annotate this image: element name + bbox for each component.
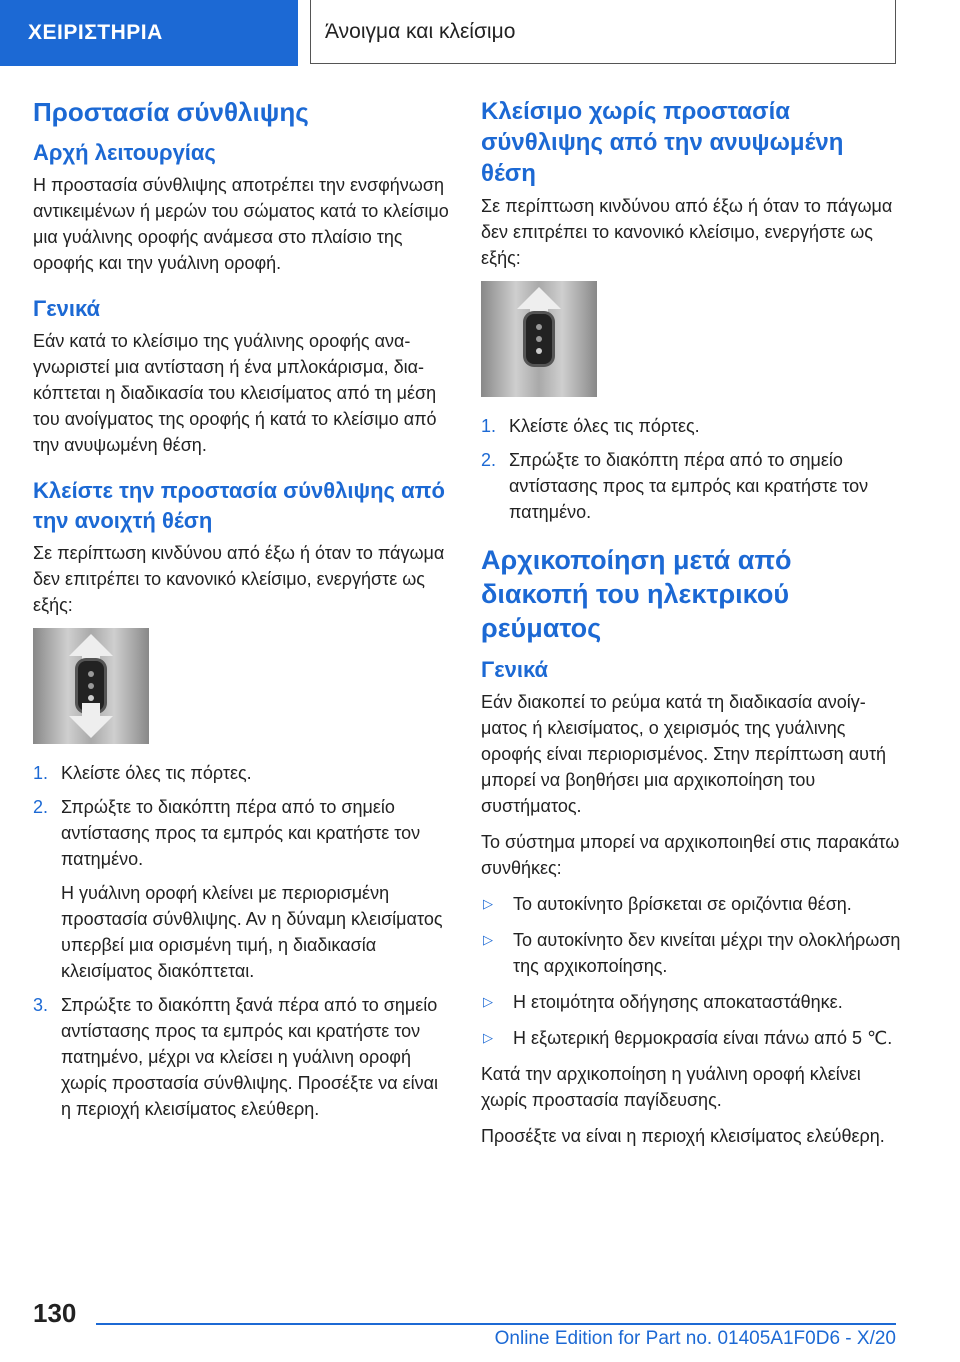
list-item [481, 989, 901, 1015]
init-text-4: Προσέξτε να είναι η περιοχή κλεισίματος ελεύθερη. [481, 1126, 885, 1146]
triangle-right-icon: ▷ [483, 1030, 493, 1045]
chapter-tab[interactable]: ΧΕΙΡΙΣΤΗΡΙΑ [0, 0, 298, 66]
section-title: Άνοιγμα και κλείσιμο [310, 0, 896, 64]
step-note: Η γυάλινη οροφή κλείνει με περιορισμένη προστασία σύνθλιψης. Αν η δύναμη κλεισίματος υπερβεί μια ορισμένη τιμή, η διαδικασία κλεισίματος διακόπτεται. [61, 883, 443, 981]
step-number: 1. [33, 763, 49, 783]
arrow-up-icon [517, 287, 561, 309]
close-text: Σε περίπτωση κινδύνου από έξω ή όταν το πάγωμα δεν επιτρέπει το κανονικό κλείσιμο, ενεργήστε ως εξής: [33, 543, 445, 615]
general-heading: Γενικά [33, 296, 101, 321]
triangle-right-icon: ▷ [483, 896, 493, 911]
principle-block [33, 138, 453, 276]
general-block [33, 294, 453, 458]
roof-switch-photo [33, 628, 149, 744]
section-heading-anti-trap: Προστασία σύνθλιψης [33, 97, 309, 127]
list-item [481, 413, 901, 439]
list-item [481, 891, 901, 917]
step-text: Σπρώξτε το διακόπτη πέρα από το σημείο αντίστασης προς τα εμπρός και κρατήστε τον πατημένο. [509, 450, 869, 522]
general-text: Εάν κατά το κλείσιμο της γυάλινης οροφής αναγνωριστεί μια αντίσταση ή ένα μπλοκάρισμα, διακόπτεται η διαδικασία του κλεισίματος από τη μέση του ανοίγματος της οροφής ή κατά το κλείσιμο από την ανυψωμένη θέση. [33, 331, 437, 455]
list-item [33, 794, 453, 984]
list-item [481, 447, 901, 525]
init-general-heading: Γενικά [481, 657, 549, 682]
roof-switch-photo [481, 281, 597, 397]
list-item [33, 992, 453, 1122]
section-heading-init: Αρχικοποίηση μετά από διακοπή του ηλεκτρικού ρεύματος [481, 545, 792, 643]
raised-block [481, 96, 901, 525]
step-text: Κλείστε όλες τις πόρτες. [509, 416, 700, 436]
steps-list-right [481, 413, 901, 525]
footer-divider [96, 1323, 896, 1325]
page-header [0, 0, 960, 66]
triangle-right-icon: ▷ [483, 994, 493, 1009]
page-number: 130 [33, 1298, 77, 1328]
arrow-down-icon [69, 716, 113, 738]
init-text-1: Εάν διακοπεί το ρεύμα κατά τη διαδικασία ανοίγματος ή κλεισίματος, ο χειρισμός της γυάλινης οροφής είναι περιορισμένος. Στην περίπτωση αυτή μπορεί να βοηθήσει μια αρχικοποίηση του συστήματος. [481, 692, 887, 816]
step-number: 2. [33, 797, 49, 817]
close-heading: Κλείστε την προστασία σύνθλιψης από την ανοιχτή θέση [33, 478, 445, 533]
conditions-list [481, 891, 901, 1051]
step-number: 2. [481, 450, 497, 470]
list-item [481, 927, 901, 979]
switch-icon [526, 314, 552, 364]
left-column [33, 96, 453, 1140]
condition-text: Η εξωτερική θερμοκρασία είναι πάνω από 5 ℃. [513, 1028, 893, 1048]
step-text: Σπρώξτε το διακόπτη ξανά πέρα από το σημείο αντίστασης προς τα εμπρός και κρατήστε τον πατημένο, μέχρι να κλείσει η γυάλινη οροφή χωρίς προστασία σύνθλιψης. Προσέξτε να είναι η περιοχή κλεισίματος ελεύθερη. [61, 995, 439, 1119]
step-text: Σπρώξτε το διακόπτη πέρα από το σημείο αντίστασης προς τα εμπρός και κρατήστε τον πατημένο. [61, 797, 421, 869]
step-number: 3. [33, 995, 49, 1015]
step-text: Κλείστε όλες τις πόρτες. [61, 763, 252, 783]
condition-text: Η ετοιμότητα οδήγησης αποκαταστάθηκε. [513, 992, 843, 1012]
condition-text: Το αυτοκίνητο δεν κινείται μέχρι την ολοκλήρωση της αρχικοποίησης. [513, 930, 901, 976]
init-block [481, 655, 901, 1149]
condition-text: Το αυτοκίνητο βρίσκεται σε οριζόντια θέση. [513, 894, 852, 914]
step-number: 1. [481, 416, 497, 436]
arrow-up-icon [69, 634, 113, 656]
steps-list-left [33, 760, 453, 1122]
raised-text: Σε περίπτωση κινδύνου από έξω ή όταν το πάγωμα δεν επιτρέπει το κανονικό κλείσιμο, ενεργήστε ως εξής: [481, 196, 893, 268]
raised-heading: Κλείσιμο χωρίς προστασία σύνθλιψης από την ανυψωμένη θέση [481, 98, 844, 187]
triangle-right-icon: ▷ [483, 932, 493, 947]
close-block [33, 476, 453, 1122]
footer-edition-link[interactable]: Online Edition for Part no. 01405A1F0D6 - X/20 [494, 1328, 896, 1349]
init-text-2: Το σύστημα μπορεί να αρχικοποιηθεί στις παρακάτω συνθήκες: [481, 832, 900, 878]
list-item [33, 760, 453, 786]
principle-text: Η προστασία σύνθλιψης αποτρέπει την ενσφήνωση αντικειμένων ή μερών του σώματος κατά το κλείσιμο μια γυάλινης οροφής ανάμεσα στο πλαίσιο της οροφής και την γυάλινη οροφή. [33, 175, 449, 273]
principle-heading: Αρχή λειτουργίας [33, 140, 216, 165]
init-text-3: Κατά την αρχικοποίηση η γυάλινη οροφή κλείνει χωρίς προστασία παγίδευσης. [481, 1064, 861, 1110]
right-column [481, 96, 901, 1167]
list-item [481, 1025, 901, 1051]
